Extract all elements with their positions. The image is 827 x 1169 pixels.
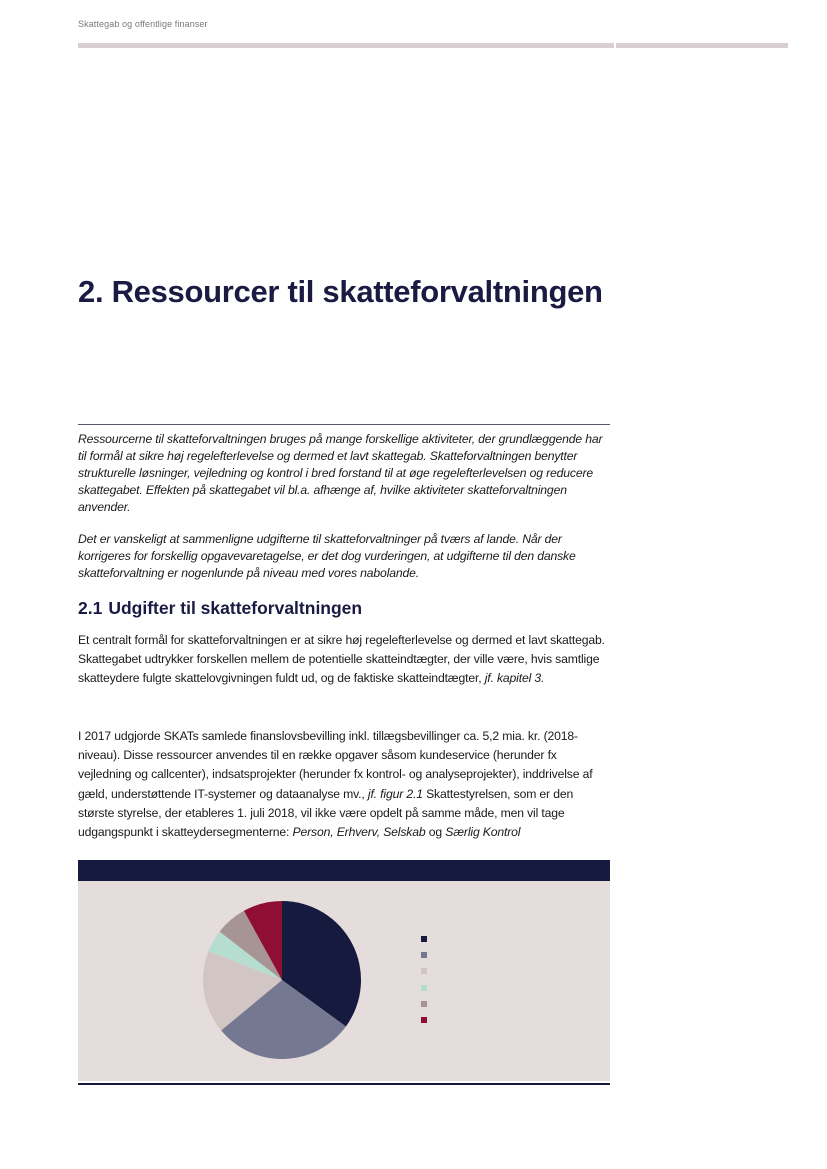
figure-header-bar: [78, 860, 610, 881]
section-title: Udgifter til skatteforvaltningen: [108, 598, 363, 618]
body-paragraph-2-text: I 2017 udgjorde SKATs samlede finanslovsbevilling inkl. tillægsbevillinger ca. 5,2 mia. kr. (2018-niveau). Disse ressourcer anvendes til en række opgaver såsom kundeservice (herunder fx vejledning og callcenter), indsatsprojekter (herunder fx kontrol- og analyseprojekter), inddrivelse af gæld, understøttende IT-systemer og dataanalyse mv.,: [78, 729, 593, 801]
chapter-title: 2. Ressourcer til skatteforvaltningen: [78, 274, 603, 309]
header-rule-gap: [614, 43, 616, 48]
section-heading: [78, 598, 610, 619]
legend-swatch-6: [421, 1017, 427, 1023]
section-number: 2.1: [78, 598, 103, 618]
conjunction: og: [425, 825, 446, 840]
segment-list: Person, Erhverv, Selskab: [292, 825, 426, 840]
body-paragraph-1-text: Et centralt formål for skatteforvaltningen er at sikre høj regelefterlevelse og dermed et lavt skattegab. Skattegabet udtrykker forskellen mellem de potentielle skatteindtægter, der ville være, hvis samtlige skatteydere fulgte skattelovgivningen fuldt ud, og de faktiske skatteindtægter,: [78, 633, 605, 686]
body-paragraph-1: [78, 631, 610, 689]
intro-paragraph-2: Det er vanskeligt at sammenligne udgifterne til skatteforvaltninger på tværs af lande. Når der korrigeres for forskellig opgavevaretagelse, er det dog vurderingen, at udgifterne til den danske skatteforvaltning er nogenlunde på niveau med vores nabolande.: [78, 532, 576, 581]
segment-last: Særlig Kontrol: [445, 825, 521, 840]
chapter-reference: jf. kapitel 3.: [484, 671, 545, 686]
legend-swatch-1: [421, 936, 427, 942]
pie-chart: [192, 893, 372, 1073]
intro-divider: [78, 424, 610, 425]
legend-swatch-3: [421, 968, 427, 974]
header-rule: [78, 43, 788, 48]
body-paragraph-2-text-2: Skattestyrelsen, som er den største styrelse, der etableres 1. juli 2018, vil ikke være opdelt på samme måde, men vil tage udgangspunkt i skatteydersegmenterne:: [78, 786, 574, 840]
intro-paragraph-1: Ressourcerne til skatteforvaltningen bruges på mange forskellige aktiviteter, der grundlæggende har til formål at sikre høj regelefterlevelse og dermed et lavt skattegab. Skatteforvaltningen benytter strukturelle løsninger, vejledning og kontrol i bred forstand til at øge regelefterlevelsen og reducere skattegabet. Effekten på skattegabet vil bl.a. afhænge af, hvilke aktiviteter skatteforvaltningen anvender.: [78, 432, 603, 515]
figure-reference: jf. figur 2.1: [367, 786, 423, 801]
running-header: Skattegab og offentlige finanser: [78, 19, 208, 29]
figure-bottom-rule: [78, 1083, 610, 1085]
legend-swatch-4: [421, 985, 427, 991]
body-paragraph-2: [78, 727, 610, 842]
legend-swatch-5: [421, 1001, 427, 1007]
legend-swatch-2: [421, 952, 427, 958]
